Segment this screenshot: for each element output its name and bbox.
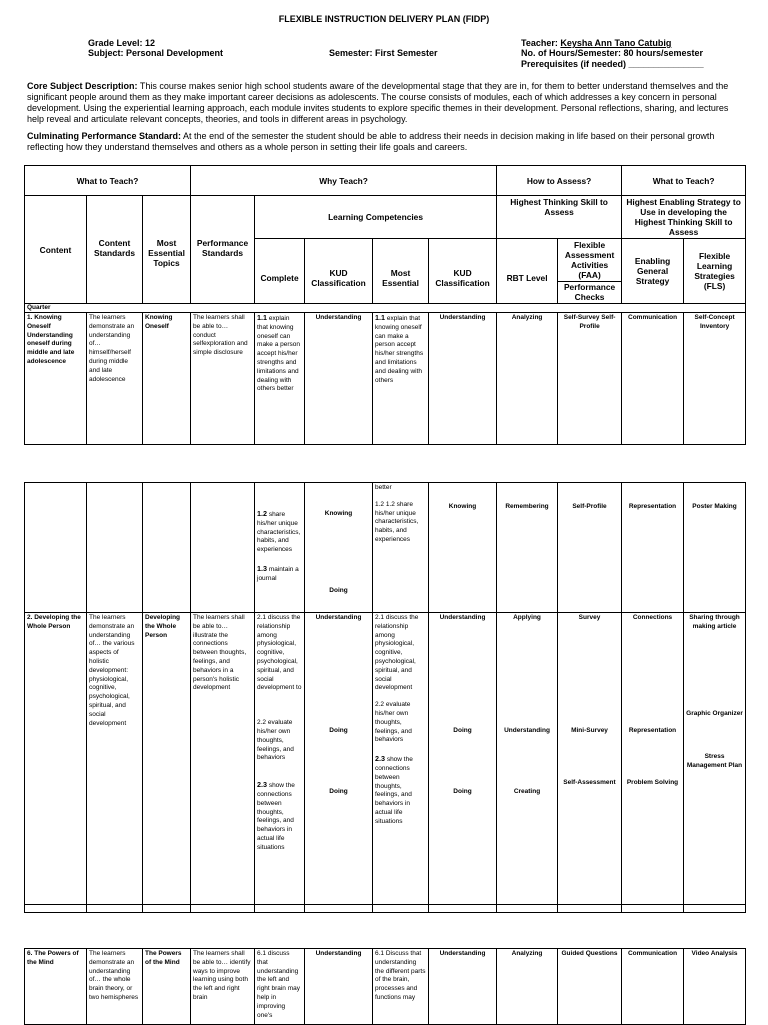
subject: Subject: Personal Development [88, 48, 224, 58]
t1-performance-standard: The learners shall be able to… conduct selfexploration and simple disclosure [191, 313, 255, 445]
t3-topic: The Powers of the Mind [143, 949, 191, 1025]
t2-r1-competency [255, 483, 305, 613]
header-what-to-teach-2: What to Teach? [622, 166, 746, 196]
t1-content: 1. Knowing Oneself Understanding oneself during middle and late adolescence [25, 313, 87, 445]
t3-kud-2: Understanding [429, 949, 497, 1025]
t2-r2b-egs: Representation [628, 726, 677, 734]
t2-r2-content: 2. Developing the Whole Person [25, 613, 87, 905]
header-fls: Flexible Learning Strategies (FLS) [684, 239, 746, 304]
t1-competency-num: 1.1 [257, 313, 268, 322]
t1-competency-text: explain that knowing oneself can make a person accept his/her strengths and limitations and dealing with others better [257, 315, 301, 393]
t2-r2a-kud: Understanding [315, 614, 362, 621]
t1-me-num: 1.1 [375, 313, 386, 322]
t2-blank-cell [622, 905, 684, 913]
header-why-teach: Why Teach? [191, 166, 497, 196]
t2-r2b-me: 2.2 evaluate his/her own thoughts, feelings, and behaviors [375, 701, 412, 744]
header-complete: Complete [255, 239, 305, 304]
teacher-name: Keysha Ann Tano Catubig [560, 38, 672, 48]
header-content-standards: Content Standards [87, 196, 143, 304]
t3-fls: Video Analysis [684, 949, 746, 1025]
t2-r1b-competency-text: maintain a journal [257, 565, 299, 582]
teacher-label: Teacher: [521, 38, 558, 48]
header-learning-competencies: Learning Competencies [255, 196, 497, 239]
t2-r2a-rbt: Applying [513, 614, 541, 621]
t2-r2-kud [305, 613, 373, 905]
t2-r1-topic [143, 483, 191, 613]
header-faa [558, 239, 622, 304]
fidp-table-1 [24, 165, 746, 445]
fidp-table-3 [24, 948, 746, 1025]
t2-blank-cell [305, 905, 373, 913]
header-rbt-level: RBT Level [497, 239, 558, 304]
t2-r1-content [25, 483, 87, 613]
t2-r1-kud-knowing: Knowing [324, 510, 353, 517]
t2-r2c-rbt: Creating [513, 787, 541, 795]
t2-r2a-fls: Sharing through making article [689, 614, 740, 630]
t2-blank-cell [143, 905, 191, 913]
t2-r1-most-essential [373, 483, 429, 613]
t3-content: 6. The Powers of the Mind [25, 949, 87, 1025]
cps-text: At the end of the semester the student should be able to address their needs in decision making in life based on their personal growth reflecting how they understand themselves and others as a whole person in setting their life goals and careers. [27, 131, 715, 152]
header-how-to-assess: How to Assess? [497, 166, 622, 196]
prerequisites: Prerequisites (if needed) _______________ [521, 59, 704, 69]
core-label: Core Subject Description: [27, 81, 138, 91]
t2-r2-rbt [497, 613, 558, 905]
t1-rbt: Analyzing [497, 313, 558, 445]
t2-r2-most-essential [373, 613, 429, 905]
t1-topic: Knowing Oneself [143, 313, 191, 445]
t2-r2a-me: 2.1 discuss the relationship among physiological, cognitive, psychological, spiritual, and social development [375, 614, 419, 692]
t3-egs: Communication [622, 949, 684, 1025]
faa-label: Flexible Assessment Activities (FAA) [564, 240, 615, 280]
t3-faa: Guided Questions [558, 949, 622, 1025]
header-what-to-teach: What to Teach? [25, 166, 191, 196]
t2-r2c-me-text: show the connections between thoughts, feelings, and behaviors in actual life situations [375, 756, 413, 825]
t2-r2c-egs: Problem Solving [626, 778, 679, 786]
t2-r2-standard: The learners demonstrate an understanding of… the various aspects of holistic development: physiological, cognitive, psychological, spiritual, and social development [87, 613, 143, 905]
t2-r2a-competency: 2.1 discuss the relationship among physiological, cognitive, psychological, spiritual, and social development to [257, 614, 302, 692]
t2-r2c-kud: Doing [329, 787, 348, 795]
t2-r1-fls: Poster Making [684, 483, 746, 613]
t2-r1-me-text: 1.2 1.2 share his/her unique characteristics, habits, and experiences [375, 500, 419, 543]
t3-performance: The learners shall be able to… identify ways to improve learning using both the left and right brain [191, 949, 255, 1025]
t3-most-essential: 6.1 Discuss that understanding the different parts of the brain, processes and functions may [373, 949, 429, 1025]
t2-r2a-kud-2: Understanding [439, 614, 486, 621]
t2-r2b-rbt: Understanding [504, 726, 550, 734]
t2-r2c-competency-text: show the connections between thoughts, feelings, and behaviors in actual life situations [257, 782, 295, 851]
t2-blank-cell [87, 905, 143, 913]
t1-kud-2: Understanding [429, 313, 497, 445]
t1-me-text: explain that knowing oneself can make a person accept his/her strengths and limitations and dealing with others [375, 315, 424, 384]
t2-blank-cell [191, 905, 255, 913]
t1-content-standard: The learners demonstrate an understanding of… himself/herself during middle and late adolescence [87, 313, 143, 445]
document-title: FLEXIBLE INSTRUCTION DELIVERY PLAN (FIDP) [278, 14, 490, 24]
t2-r2b-fls: Graphic Organizer [686, 709, 743, 717]
t1-most-essential [373, 313, 429, 445]
t2-r2-fls [684, 613, 746, 905]
t2-r2-topic: Developing the Whole Person [143, 613, 191, 905]
cps-label: Culminating Performance Standard: [27, 131, 182, 141]
t3-rbt: Analyzing [497, 949, 558, 1025]
t2-r1-kud [305, 483, 373, 613]
t2-r2-faa [558, 613, 622, 905]
t2-r1-egs: Representation [622, 483, 684, 613]
t1-faa: Self-Survey Self-Profile [558, 313, 622, 445]
t2-r1-faa: Self-Profile [558, 483, 622, 613]
t3-standard: The learners demonstrate an understanding of… the whole brain theory, or two hemispheres [87, 949, 143, 1025]
header-highest-enabling-strategy: Highest Enabling Strategy to Use in developing the Highest Thinking Skill to Assess [622, 196, 746, 239]
header-enabling-general-strategy: Enabling General Strategy [622, 239, 684, 304]
t2-r2b-kud: Doing [329, 726, 348, 734]
header-content: Content [25, 196, 87, 304]
t3-kud: Understanding [305, 949, 373, 1025]
t2-blank-cell [373, 905, 429, 913]
header-performance-standards: Performance Standards [191, 196, 255, 304]
core-subject-description [27, 81, 743, 125]
t2-r2-competency [255, 613, 305, 905]
t2-r2c-faa: Self-Assessment [563, 778, 616, 786]
t2-r2a-faa: Survey [578, 614, 601, 621]
header-highest-thinking-skill: Highest Thinking Skill to Assess [497, 196, 622, 239]
t3-competency: 6.1 discuss that understanding the left and right brain may help in improving one's [255, 949, 305, 1025]
fidp-table-2 [24, 482, 746, 913]
hours-per-semester: No. of Hours/Semester: 80 hours/semester [521, 48, 704, 58]
t2-r2-kud-2 [429, 613, 497, 905]
grade-level: Grade Level: 12 [88, 38, 156, 48]
t2-r1b-kud-doing: Doing [329, 586, 348, 594]
t2-r1b-competency-num: 1.3 [257, 563, 267, 573]
header-kud-1: KUD Classification [305, 239, 373, 304]
t2-r2-egs [622, 613, 684, 905]
semester: Semester: First Semester [329, 48, 438, 58]
t2-r2c-kud-2: Doing [453, 787, 472, 795]
t2-r2a-egs: Connections [632, 614, 673, 621]
t2-blank-cell [684, 905, 746, 913]
t2-blank-cell [429, 905, 497, 913]
t2-blank-cell [255, 905, 305, 913]
t2-r2c-me-num: 2.3 [375, 754, 385, 764]
t2-blank-cell [25, 905, 87, 913]
t2-blank-cell [558, 905, 622, 913]
t2-r1-competency-text: share his/her unique characteristics, habits, and experiences [257, 511, 301, 554]
header-most-essential-topics: Most Essential Topics [143, 196, 191, 304]
t2-r2b-faa: Mini-Survey [571, 726, 608, 734]
t2-r1-competency-num: 1.2 [257, 509, 267, 518]
quarter-label: Quarter [25, 304, 746, 313]
core-text: This course makes senior high school students aware of the developmental stage that they are in, for them to better understand themselves and the significant people around them as they make important career decisions as adolescents. The course consists of modules, each of which addresses a key concern in personal development. Using the experiential learning approach, each module invites students to explore specific themes in their development. Personal reflections, sharing, and lectures help reveal and articulate relevant concepts, theories, and tools in different areas in psychology. [27, 81, 729, 124]
t1-kud: Understanding [305, 313, 373, 445]
t1-egs: Communication [622, 313, 684, 445]
t2-r2c-fls: Stress Management Plan [686, 753, 743, 770]
t2-r2b-kud-2: Doing [453, 726, 472, 734]
t2-r2-performance: The learners shall be able to… illustrate the connections between thoughts, feelings, and behaviors in a person's holistic development [191, 613, 255, 905]
t2-r1-rbt: Remembering [497, 483, 558, 613]
t2-r1-standard [87, 483, 143, 613]
performance-checks-label: Performance Checks [558, 281, 621, 302]
t2-r1-performance [191, 483, 255, 613]
header-kud-2: KUD Classification [429, 239, 497, 304]
t2-continued-text: better [375, 484, 392, 491]
culminating-standard [27, 131, 743, 153]
t2-blank-cell [497, 905, 558, 913]
t2-r1-kud-2: Knowing [429, 483, 497, 613]
t2-r2c-competency-num: 2.3 [257, 780, 267, 790]
t2-r2b-competency: 2.2 evaluate his/her own thoughts, feelings, and behaviors [257, 719, 294, 762]
t1-fls: Self-Concept Inventory [684, 313, 746, 445]
header-most-essential: Most Essential [373, 239, 429, 304]
t1-competency [255, 313, 305, 445]
